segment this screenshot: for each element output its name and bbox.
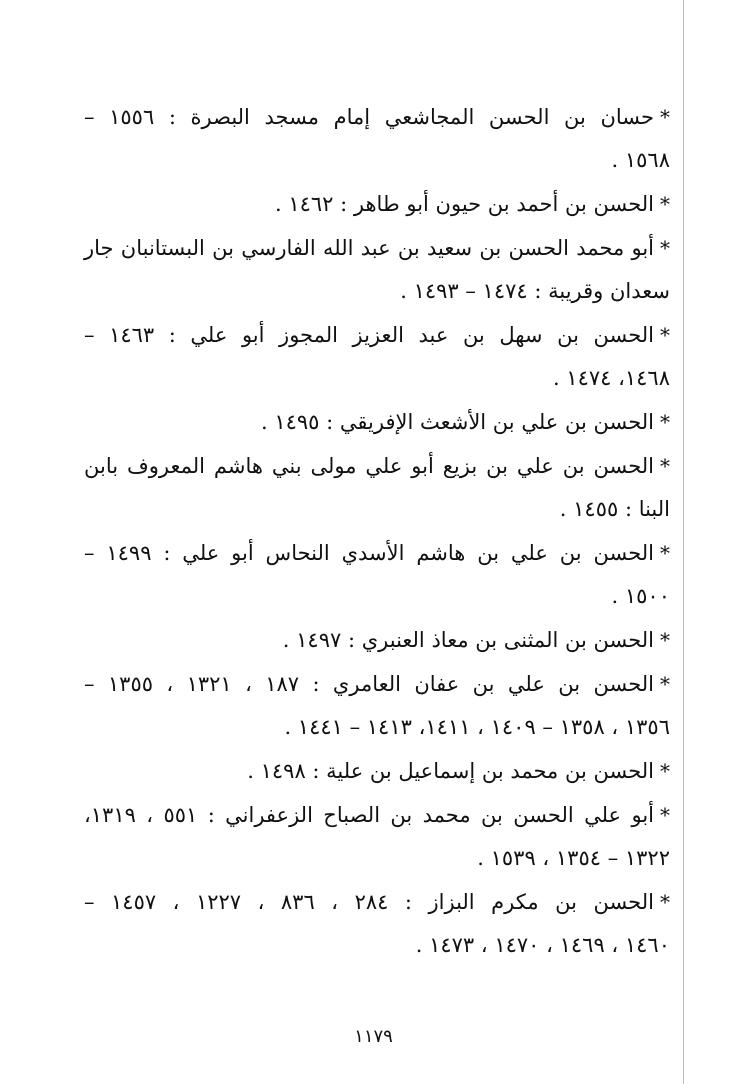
entry-text: الحسن بن مكرم البزاز : ٢٨٤ ، ٨٣٦ ، ١٢٢٧ ، ١٤٥٧ – — [84, 890, 654, 914]
entry-star-marker: * — [660, 628, 670, 652]
index-entry — [84, 183, 670, 227]
entry-text: الحسن بن علي بن هاشم الأسدي النحاس أبو علي : ١٤٩٩ – — [84, 541, 654, 565]
entry-line — [84, 139, 670, 182]
entry-text: الحسن بن علي بن بزيع أبو علي مولى بني هاشم المعروف بابن — [84, 454, 654, 478]
entry-line — [84, 750, 670, 793]
entry-star-marker: * — [660, 803, 670, 827]
entry-line — [84, 401, 670, 444]
entry-line — [84, 575, 670, 618]
index-entry — [84, 750, 670, 794]
entry-text: الحسن بن علي بن الأشعث الإفريقي : ١٤٩٥ . — [260, 410, 654, 434]
index-entry — [84, 663, 670, 750]
entry-text: حسان بن الحسن المجاشعي إمام مسجد البصرة : ١٥٥٦ – — [84, 105, 654, 129]
entry-star-marker: * — [659, 672, 670, 696]
entry-line — [84, 227, 670, 270]
entry-text: ١٤٦٠ ، ١٤٦٩ ، ١٤٧٠ ، ١٤٧٣ . — [415, 933, 670, 957]
entry-star-marker: * — [660, 454, 670, 478]
entry-text: الحسن بن علي بن عفان العامري : ١٨٧ ، ١٣٢١ ، ١٣٥٥ – — [84, 672, 654, 696]
entry-star-marker: * — [659, 890, 670, 914]
entry-star-marker: * — [660, 410, 670, 434]
entry-text: ١٤٦٨، ١٤٧٤ . — [552, 366, 670, 390]
entry-line — [84, 532, 670, 575]
entry-line — [84, 706, 670, 749]
entry-line — [84, 314, 670, 357]
entry-line — [84, 663, 670, 706]
index-entry — [84, 314, 670, 401]
entry-text: الحسن بن محمد بن إسماعيل بن علية : ١٤٩٨ . — [247, 759, 654, 783]
entry-line — [84, 357, 670, 400]
entry-star-marker: * — [660, 323, 670, 347]
entry-line — [84, 96, 670, 139]
entry-star-marker: * — [660, 192, 670, 216]
entry-text: أبو علي الحسن بن محمد بن الصباح الزعفراني : ٥٥١ ، ١٣١٩، — [84, 803, 654, 827]
entry-star-marker: * — [660, 105, 670, 129]
page-number: ١١٧٩ — [354, 1026, 393, 1047]
entry-text: ١٥٦٨ . — [611, 148, 670, 172]
index-entry — [84, 794, 670, 881]
entry-text: الحسن بن المثنى بن معاذ العنبري : ١٤٩٧ . — [282, 628, 654, 652]
entry-text: البنا : ١٤٥٥ . — [559, 497, 670, 521]
entry-line — [84, 794, 670, 837]
index-entry — [84, 401, 670, 445]
entry-star-marker: * — [660, 236, 670, 260]
index-entry — [84, 96, 670, 183]
entry-text: ١٣٥٦ ، ١٣٥٨ – ١٤٠٩ ، ١٤١١، ١٤١٣ – ١٤٤١ . — [284, 715, 670, 739]
entry-star-marker: * — [660, 759, 670, 783]
page-edge-line — [683, 0, 684, 1084]
entry-line — [84, 445, 670, 488]
entry-line — [84, 924, 670, 967]
index-entry — [84, 532, 670, 619]
entry-text: الحسن بن سهل بن عبد العزيز المجوز أبو علي : ١٤٦٣ – — [84, 323, 654, 347]
entry-text: سعدان وقريبة : ١٤٧٤ – ١٤٩٣ . — [400, 279, 670, 303]
entry-line — [84, 837, 670, 880]
index-entry — [84, 619, 670, 663]
index-entry — [84, 445, 670, 532]
entry-text: الحسن بن أحمد بن حيون أبو طاهر : ١٤٦٢ . — [274, 192, 654, 216]
entry-text: أبو محمد الحسن بن سعيد بن عبد الله الفارسي بن البستانبان جار — [84, 236, 654, 260]
index-entry — [84, 881, 670, 968]
entry-line — [84, 183, 670, 226]
entry-line — [84, 270, 670, 313]
entry-line — [84, 619, 670, 662]
entry-text: ١٥٠٠ . — [611, 584, 670, 608]
entry-line — [84, 488, 670, 531]
index-entries-list — [84, 96, 670, 968]
entry-star-marker: * — [660, 541, 670, 565]
entry-text: ١٣٢٢ – ١٣٥٤ ، ١٥٣٩ . — [477, 846, 670, 870]
index-entry — [84, 227, 670, 314]
entry-line — [84, 881, 670, 924]
